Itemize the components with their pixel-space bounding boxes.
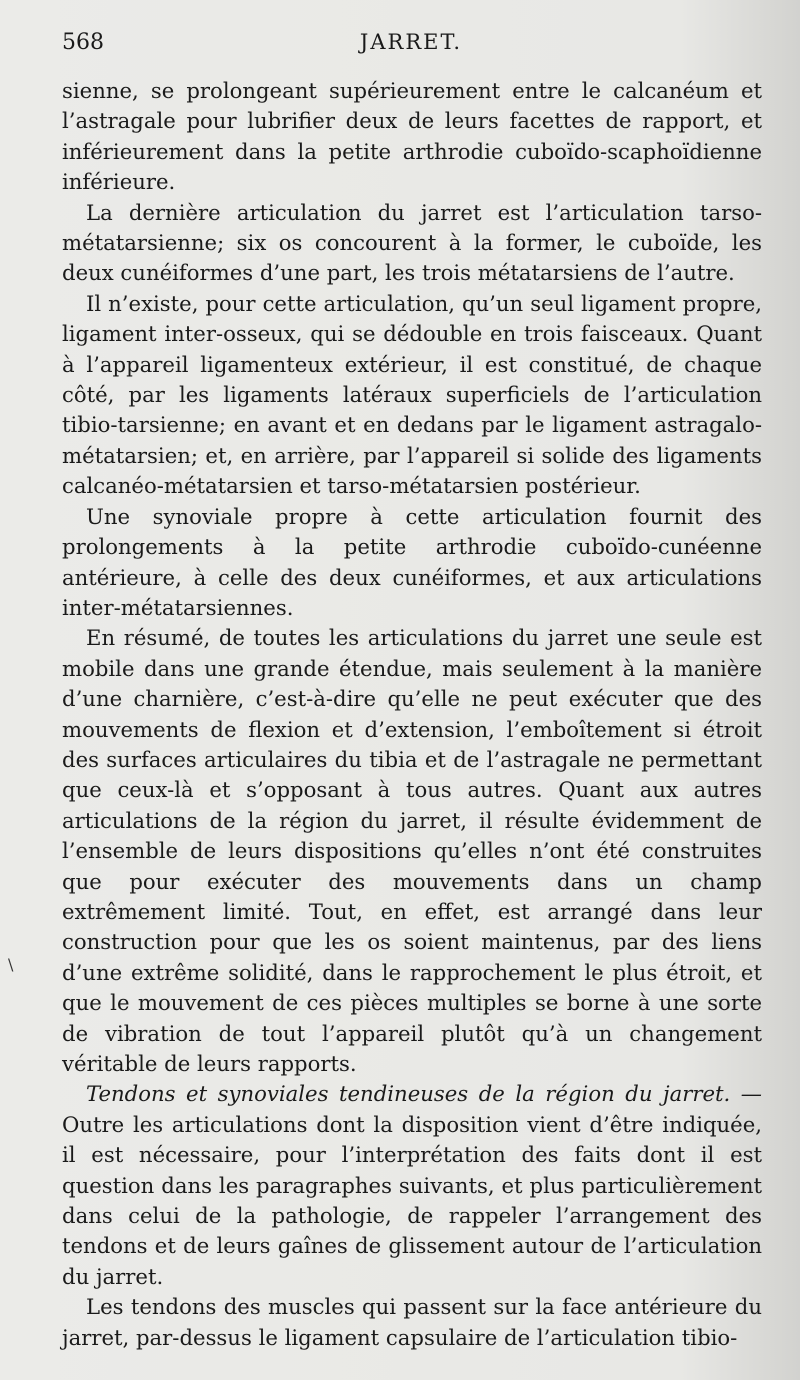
paragraph-text: Outre les articulations dont la disposition vient d’être indiquée, il est nécessaire, pour l’interprétation des faits dont il est question dans les paragraphes suivants, et plus particulièrement dans celui de la pathologie, de rappeler l’arrangement des tendons et de leurs gaînes de glissement autour de l’articulation du jarret. <box>62 1111 762 1289</box>
page-number: 568 <box>62 30 104 55</box>
paragraph-with-heading <box>62 1079 762 1292</box>
paragraph: La dernière articulation du jarret est l’articulation tarso-métatarsienne; six os concourent à la former, le cuboïde, les deux cunéiformes d’une part, les trois métatarsiens de l’autre. <box>62 199 762 286</box>
paragraph: Les tendons des muscles qui passent sur la face antérieure du jarret, par-dessus le ligament capsulaire de l’articulation tibio- <box>62 1294 762 1350</box>
paragraph: Une synoviale propre à cette articulation fournit des prolongements à la petite arthrodie cuboïdo-cunéenne antérieure, à celle des deux cunéiformes, et aux articulations inter-métatarsiennes. <box>62 503 762 620</box>
paragraph: En résumé, de toutes les articulations du jarret une seule est mobile dans une grande étendue, mais seulement à la manière d’une charnière, c’est-à-dire qu’elle ne peut exécuter que des mouvements de flexion et d’extension, l’emboîtement si étroit des surfaces articulaires du tibia et de l’astragale ne permettant que ceux-là et s’opposant à tous autres. Quant aux autres articulations de la région du jarret, il résulte évidemment de l’ensemble de leurs dispositions qu’elles n’ont été construites que pour exécuter des mouvements dans un champ extrêmement limité. Tout, en effet, est arrangé dans leur construction pour que les os soient maintenus, par des liens d’une extrême solidité, dans le rapprochement le plus étroit, et que le mouvement de ces pièces multiples se borne à une sorte de vibration de tout l’appareil plutôt qu’à un changement véritable de leurs rapports. <box>62 625 762 1076</box>
margin-mark: \ <box>8 955 14 974</box>
page-header <box>62 30 760 62</box>
running-title: JARRET. <box>359 30 463 54</box>
paragraph-continuation: sienne, se prolongeant supérieurement entre le calcanéum et l’astragale pour lubrifier deux de leurs facettes de rapport, et inférieurement dans la petite arthrodie cuboïdo-scaphoïdienne inférieure. <box>62 78 762 195</box>
paragraph: Il n’existe, pour cette articulation, qu’un seul ligament propre, ligament inter-osseux, qui se dédouble en trois faisceaux. Quant à l’appareil ligamenteux extérieur, il est constitué, de chaque côté, par les ligaments latéraux superficiels de l’articulation tibio-tarsienne; en avant et en dedans par le ligament astragalo-métatarsien; et, en arrière, par l’appareil si solide des ligaments calcanéo-métatarsien et tarso-métatarsien postérieur. <box>62 290 762 499</box>
section-heading: Tendons et synoviales tendineuses de la région du jarret. — <box>86 1081 762 1107</box>
body-text <box>62 76 762 1353</box>
